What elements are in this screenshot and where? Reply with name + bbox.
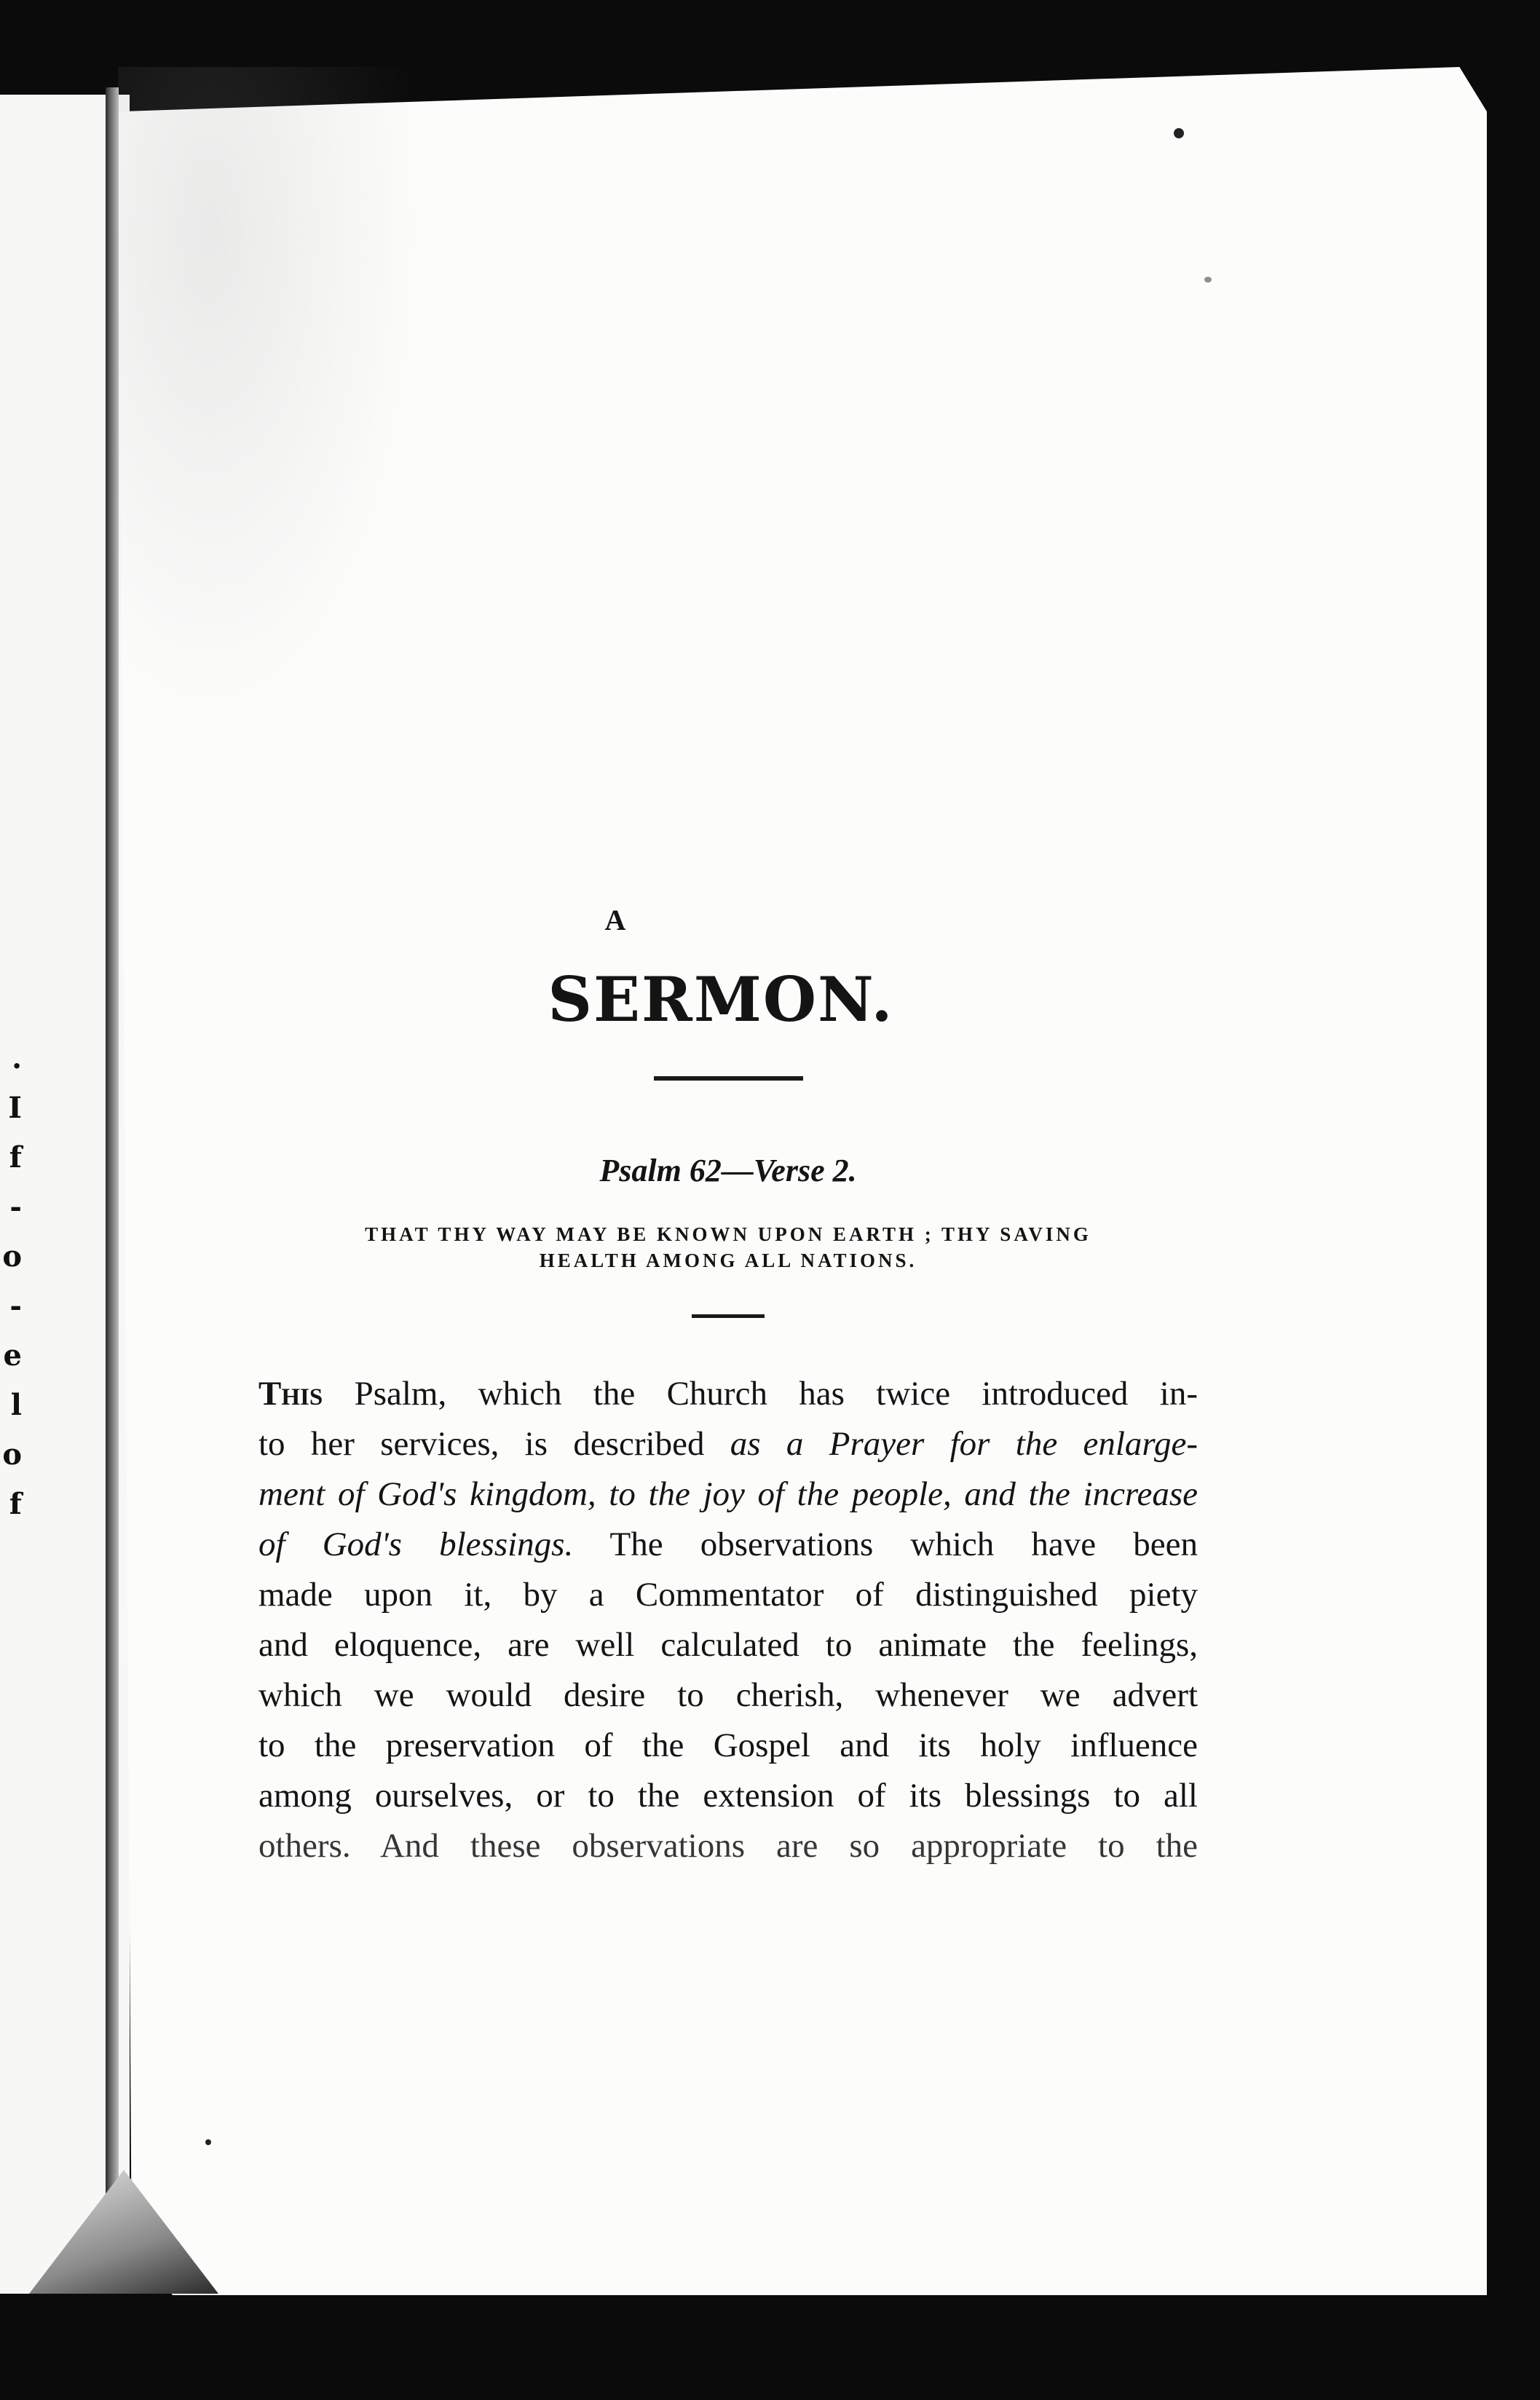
- book-gutter: [106, 87, 119, 2214]
- heading-article: A: [604, 904, 626, 936]
- text-line: among ourselves, or to the extension of its blessings to all: [258, 1777, 1198, 1815]
- italic-text: of God's blessings.: [258, 1525, 574, 1563]
- text-line: which we would desire to cherish, whenever we advert: [258, 1676, 1198, 1714]
- edge-char: l: [10, 1388, 22, 1422]
- edge-char: f: [9, 1140, 22, 1175]
- line-text: The observations which have been: [573, 1525, 1198, 1563]
- page-title: SERMON.: [548, 963, 894, 1035]
- page-stain: [118, 67, 424, 722]
- body-paragraph: [258, 1369, 1198, 1871]
- facing-page-edge-text: [0, 1034, 22, 1529]
- sermon-content: [258, 903, 1198, 1871]
- italic-text: ment of God's kingdom, to the joy of the people, and the increase: [258, 1475, 1198, 1513]
- text-line: others. And these observations are so appropriate to the: [258, 1827, 1198, 1865]
- section-rule: [692, 1314, 765, 1318]
- edge-char: o: [2, 1239, 22, 1274]
- scripture-epigraph: [258, 1221, 1198, 1274]
- edge-char: e: [3, 1338, 22, 1373]
- epigraph-line: HEALTH AMONG ALL NATIONS.: [539, 1250, 917, 1271]
- edge-char: .: [12, 1041, 22, 1075]
- text-line: [258, 1419, 1198, 1469]
- text-line: and eloquence, are well calculated to animate the feelings,: [258, 1626, 1198, 1664]
- line-text: Psalm, which the Church has twice introduced in-: [323, 1375, 1198, 1413]
- title-rule: [654, 1076, 803, 1081]
- text-line: [258, 1369, 1198, 1419]
- edge-char: -: [9, 1190, 22, 1224]
- ink-speck: [1174, 128, 1184, 138]
- ink-speck: [205, 2139, 211, 2145]
- epigraph-line: THAT THY WAY MAY BE KNOWN UPON EARTH ; THY SAVING: [365, 1223, 1091, 1245]
- verse-reference: Psalm 62—Verse 2.: [599, 1153, 857, 1188]
- edge-char: o: [2, 1437, 22, 1472]
- edge-char: I: [8, 1091, 22, 1125]
- drop-word: This: [258, 1375, 323, 1413]
- text-line: [258, 1469, 1198, 1520]
- ink-speck: [1204, 277, 1212, 283]
- text-line: [258, 1520, 1198, 1570]
- text-line: made upon it, by a Commentator of distinguished piety: [258, 1576, 1198, 1614]
- edge-char: -: [9, 1289, 22, 1323]
- italic-text: as a Prayer for the enlarge-: [730, 1425, 1198, 1463]
- edge-char: f: [9, 1487, 22, 1521]
- text-line: to the preservation of the Gospel and its holy influence: [258, 1726, 1198, 1764]
- line-text: to her services, is described: [258, 1425, 730, 1463]
